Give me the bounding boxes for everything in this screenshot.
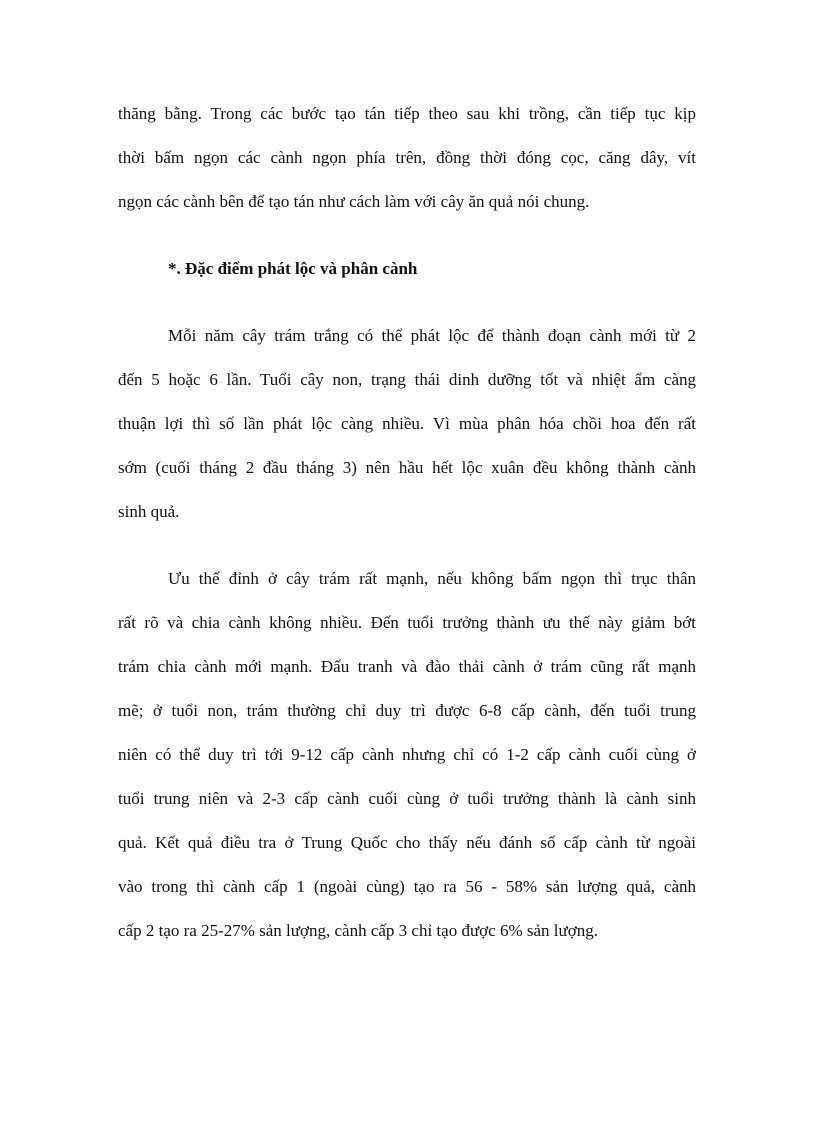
paragraph-gap [118,291,696,314]
text-line: cấp 2 tạo ra 25-27% sản lượng, cành cấp 3 chỉ tạo được 6% sản lượng. [118,921,598,940]
text-line: vào trong thì cành cấp 1 (ngoài cùng) tạo ra 56 - 58% sản lượng quả, cành [118,877,696,896]
text-line: thăng bằng. Trong các bước tạo tán tiếp theo sau khi trồng, cần tiếp tục kịp [118,104,696,123]
text-line: ngọn các cành bên để tạo tán như cách làm với cây ăn quả nói chung. [118,192,590,211]
text-line: thuận lợi thì số lần phát lộc càng nhiều. Vì mùa phân hóa chồi hoa đến rất [118,414,696,433]
paragraph-1 [118,92,696,224]
text-line: sinh quả. [118,502,180,521]
text-line: sớm (cuối tháng 2 đầu tháng 3) nên hầu hết lộc xuân đều không thành cành [118,458,696,477]
text-line: tuổi trung niên và 2-3 cấp cành cuối cùng ở tuổi trưởng thành là cành sinh [118,789,696,808]
text-line: mẽ; ở tuổi non, trám thường chỉ duy trì được 6-8 cấp cành, đến tuổi trung [118,701,696,720]
text-line: trám chia cành mới mạnh. Đấu tranh và đào thải cành ở trám cũng rất mạnh [118,657,696,676]
document-body [118,92,696,953]
text-line: quả. Kết quả điều tra ở Trung Quốc cho thấy nếu đánh số cấp cành từ ngoài [118,833,696,852]
paragraph-gap [118,534,696,557]
text-line: thời bấm ngọn các cành ngọn phía trên, đồng thời đóng cọc, căng dây, vít [118,148,696,167]
text-line: rất rõ và chia cành không nhiều. Đến tuổi trưởng thành ưu thế này giảm bớt [118,613,696,632]
text-line: Mỗi năm cây trám trắng có thể phát lộc để thành đoạn cành mới từ 2 [168,326,696,345]
paragraph-3 [118,557,696,953]
paragraph-2 [118,314,696,534]
paragraph-gap [118,224,696,247]
text-line: Ưu thế đỉnh ở cây trám rất mạnh, nếu không bấm ngọn thì trục thân [168,569,696,588]
text-line: đến 5 hoặc 6 lần. Tuổi cây non, trạng thái dinh dưỡng tốt và nhiệt ẩm càng [118,370,696,389]
text-line: niên có thể duy trì tới 9-12 cấp cành nhưng chỉ có 1-2 cấp cành cuối cùng ở [118,745,696,764]
section-heading: *. Đặc điểm phát lộc và phân cành [168,259,418,278]
